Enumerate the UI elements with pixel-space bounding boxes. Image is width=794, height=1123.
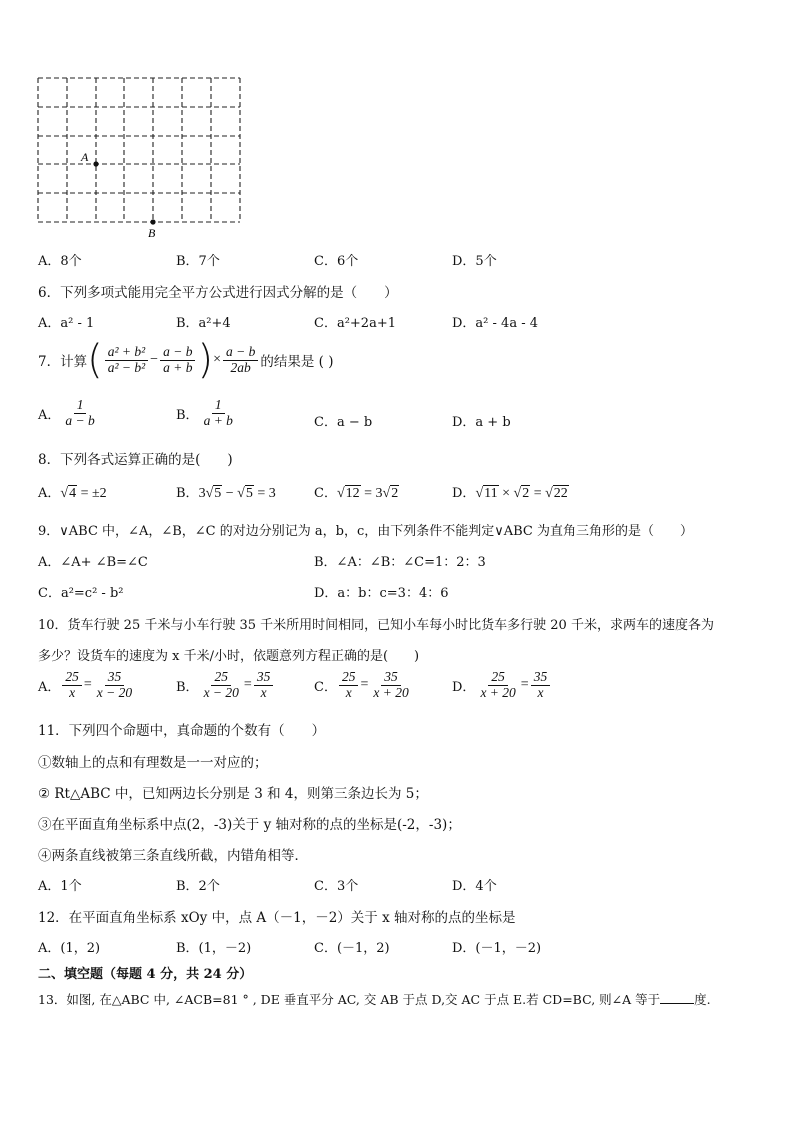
- q10-option-b: [176, 670, 275, 701]
- q8-option-b: B．3√5 − √5 = 3: [176, 486, 276, 501]
- q10-oc-ln: 25: [339, 670, 359, 686]
- q7-option-b-label: B．: [176, 407, 199, 423]
- q7-option-b-fraction: [201, 398, 236, 429]
- q7-f3-den: 2ab: [230, 359, 251, 375]
- q10-option-a: [38, 670, 137, 701]
- q7-suffix: 的结果是 ( ): [260, 354, 334, 370]
- q10-oa-eq: =: [83, 677, 92, 693]
- q12-option-c: C．(－1，2): [314, 941, 390, 956]
- q8-ob-e3: 5: [245, 486, 253, 501]
- q7-f1-den: a² − b²: [107, 359, 146, 375]
- q8-ob-label: B．: [176, 486, 199, 501]
- q10-oc-ld: x: [345, 684, 352, 700]
- q10-od-eq: =: [520, 677, 529, 693]
- q5-option-c: C．6个: [314, 254, 359, 269]
- q7-left-paren: (: [87, 337, 103, 383]
- q6-option-a: A．a² - 1: [38, 316, 95, 331]
- q8-stem: 8．下列各式运算正确的是( ): [38, 452, 233, 468]
- q10-option-c: [314, 670, 414, 701]
- q8-od-label: D．: [452, 486, 476, 501]
- q10-od-label: D．: [452, 679, 476, 695]
- q10-oa-rd: x − 20: [96, 684, 133, 700]
- q11-statement-4: ④两条直线被第三条直线所截，内错角相等．: [38, 848, 308, 864]
- q12-option-a: A．(1，2): [38, 941, 101, 956]
- q9-option-b: B．∠A：∠B：∠C=1：2：3: [314, 555, 486, 570]
- q10-oc-left: [339, 670, 359, 701]
- q7-stem: [38, 337, 334, 383]
- q10-oc-right: [370, 670, 411, 701]
- q8-oc-e1: 12: [345, 486, 360, 501]
- q11-option-a: A．1个: [38, 879, 82, 894]
- q10-oc-label: C．: [314, 679, 337, 695]
- q7-ob-num: 1: [212, 398, 225, 414]
- q10-oc-rd: x + 20: [373, 684, 409, 700]
- q8-oa-label: A．: [38, 486, 61, 501]
- q10-oa-rn: 35: [105, 670, 125, 686]
- q11-stem: 11．下列四个命题中，真命题的个数有（ ）: [38, 723, 326, 739]
- q13-text: 13．如图, 在△ABC 中, ∠ACB=81 ° , DE 垂直平分 AC, 交 AB 于点 D,交 AC 于点 E.若 CD=BC, 则∠A 等于: [38, 992, 661, 1007]
- q11-option-d: D．4个: [452, 879, 497, 894]
- q8-oc-e2: = 3: [360, 486, 383, 501]
- q6-option-b: B．a²+4: [176, 316, 231, 331]
- q7-fraction-2: [160, 345, 195, 376]
- q8-oc-e3: 2: [391, 486, 399, 501]
- q11-statement-2: ② Rt△ABC 中，已知两边长分别是 3 和 4，则第三条边长为 5；: [38, 786, 428, 802]
- q7-minus: −: [150, 352, 159, 367]
- q10-oc-eq: =: [360, 677, 369, 693]
- q8-oa-e2: = ±2: [77, 486, 107, 501]
- q10-oa-label: A．: [38, 679, 61, 695]
- q10-od-left: [477, 670, 518, 701]
- q10-ob-right: [254, 670, 274, 701]
- q7-option-b: [176, 398, 238, 429]
- q5-option-d: D．5个: [452, 254, 497, 269]
- q7-oa-num: 1: [74, 398, 87, 414]
- q5-option-b: B．7个: [176, 254, 220, 269]
- q7-oa-den: a − b: [65, 412, 95, 428]
- q6-option-d: D．a² - 4a - 4: [452, 316, 538, 331]
- q9-option-a: A．∠A+ ∠B=∠C: [38, 555, 148, 570]
- point-b: [150, 219, 155, 224]
- q7-option-a: [38, 398, 100, 429]
- q7-f2-den: a + b: [163, 359, 193, 375]
- q10-option-d: [452, 670, 552, 701]
- q8-ob-e0: 3: [198, 486, 206, 501]
- point-a-label: A: [81, 150, 89, 164]
- q6-stem: 6．下列多项式能用完全平方公式进行因式分解的是（ ）: [38, 285, 398, 301]
- q9-option-c: C．a²=c² - b²: [38, 586, 124, 601]
- q7-f1-num: a² + b²: [105, 345, 148, 361]
- q10-od-right: [531, 670, 551, 701]
- q7-option-c: C．a − b: [314, 415, 373, 430]
- q11-option-c: C．3个: [314, 879, 359, 894]
- q8-oa-e1: 4: [69, 486, 77, 501]
- section-2-title: 二、填空题（每题 4 分，共 24 分）: [38, 967, 253, 982]
- q8-option-d: D．√11 × √2 = √22: [452, 486, 568, 501]
- q12-option-d: D．(－1，－2): [452, 941, 542, 956]
- q13-answer-blank[interactable]: [660, 991, 694, 1004]
- q8-od-e1: 11: [484, 486, 498, 501]
- q8-oc-label: C．: [314, 486, 337, 501]
- q10-ob-rd: x: [260, 684, 267, 700]
- q7-f3-num: a − b: [223, 345, 258, 361]
- q8-option-c: C．√12 = 3√2: [314, 486, 399, 501]
- q10-ob-left: [201, 670, 242, 701]
- q7-fraction-1: [105, 345, 148, 376]
- q10-oa-right: [94, 670, 135, 701]
- q9-stem: 9．∨ABC 中，∠A，∠B，∠C 的对边分别记为 a，b，c，由下列条件不能判定∨ABC 为直角三角形的是（ ）: [38, 524, 694, 539]
- q8-od-e3: 2: [522, 486, 530, 501]
- q12-option-b: B．(1，－2): [176, 941, 252, 956]
- q7-prefix: 7．计算: [38, 354, 88, 370]
- q5-option-a: A．8个: [38, 254, 82, 269]
- q7-fraction-3: [223, 345, 258, 376]
- q6-option-c: C．a²+2a+1: [314, 316, 396, 331]
- q8-od-e2: ×: [498, 486, 514, 501]
- q10-oc-rn: 35: [381, 670, 401, 686]
- q7-ob-den: a + b: [203, 412, 233, 428]
- q10-od-rd: x: [537, 684, 544, 700]
- q9-option-d: D．a：b：c=3：4：6: [314, 586, 449, 601]
- q10-od-ln: 25: [488, 670, 508, 686]
- q10-line-1: 10．货车行驶 25 千米与小车行驶 35 千米所用时间相同，已知小车每小时比货车多行驶 20 千米，求两车的速度各为: [38, 618, 714, 633]
- q10-ob-label: B．: [176, 679, 199, 695]
- grid-figure: [34, 74, 246, 242]
- q10-oa-ln: 25: [62, 670, 82, 686]
- q10-ob-ln: 25: [211, 670, 231, 686]
- q10-ob-ld: x − 20: [203, 684, 239, 700]
- q8-option-a: A．√4 = ±2: [38, 486, 107, 501]
- q7-option-a-fraction: [62, 398, 97, 429]
- q8-ob-e4: = 3: [253, 486, 276, 501]
- q10-ob-rn: 35: [254, 670, 274, 686]
- q10-oa-left: [62, 670, 82, 701]
- q13-tail: 度.: [694, 992, 711, 1007]
- q10-od-ld: x + 20: [480, 684, 516, 700]
- point-b-label: B: [148, 226, 156, 240]
- q11-statement-3: ③在平面直角坐标系中点(2，-3)关于 y 轴对称的点的坐标是(-2，-3)；: [38, 817, 461, 833]
- q10-oa-ld: x: [69, 684, 76, 700]
- q7-right-paren: ): [197, 337, 214, 383]
- q10-ob-eq: =: [243, 677, 252, 693]
- q11-option-b: B．2个: [176, 879, 220, 894]
- q8-od-e4: =: [530, 486, 546, 501]
- q7-times: ×: [213, 352, 221, 367]
- q8-ob-e1: 5: [214, 486, 222, 501]
- point-a: [93, 161, 98, 166]
- q12-stem: 12．在平面直角坐标系 xOy 中，点 A（－1，－2）关于 x 轴对称的点的坐标是: [38, 910, 516, 926]
- q13-stem: [38, 990, 711, 1008]
- q8-od-e5: 22: [553, 486, 568, 501]
- q11-statement-1: ①数轴上的点和有理数是一一对应的；: [38, 755, 268, 771]
- q8-ob-e2: −: [222, 486, 238, 501]
- q7-option-a-label: A．: [38, 407, 61, 423]
- q10-od-rn: 35: [531, 670, 551, 686]
- q7-option-d: D．a + b: [452, 415, 511, 430]
- q10-line-2: 多少？设货车的速度为 x 千米/小时，依题意列方程正确的是( ): [38, 649, 420, 664]
- q7-f2-num: a − b: [160, 345, 195, 361]
